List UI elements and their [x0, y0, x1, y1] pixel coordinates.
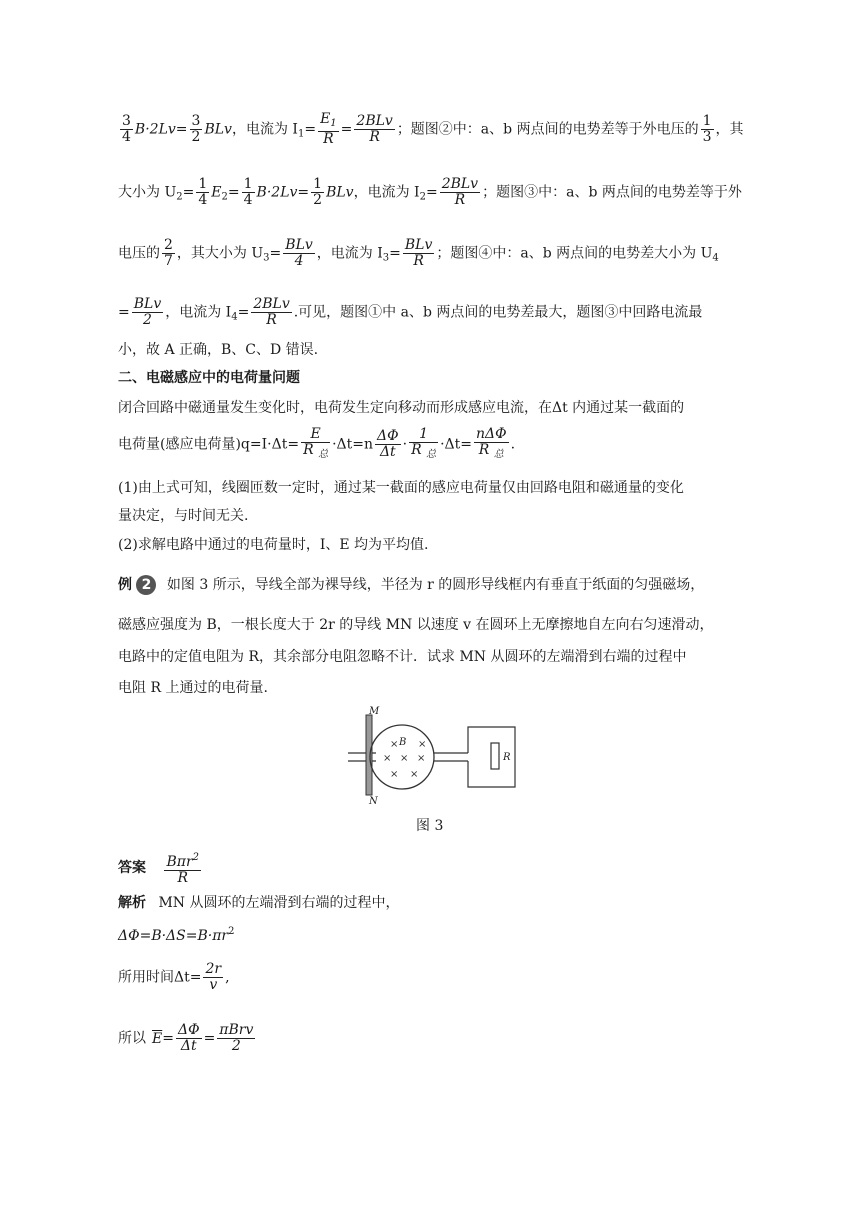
section2-formula: 电荷量(感应电荷量)q=I·Δt= $\frac{E}{R _总}$ ·Δt=n $\frac{\Delta\Phi}{\Delta t}$ · $\frac{1}{R _总}$ ·Δt= $\frac{\text{nΔΦ}}{R _总}$ . — [118, 426, 516, 460]
svg-text:×: × — [418, 739, 427, 750]
analysis-line1: 解析 MN 从圆环的左端滑到右端的过程中， — [118, 895, 400, 911]
para1-line2: 大小为 $U_2=$ $\frac{1}{4}$ $E_2=$ $\frac{1}{4}$ B·2Lv= $\frac{1}{2}$ BLv，电流为 $I_2=$ $\frac{\text{2BLv}}{R}$ ；题图③中：a、b 两点间的电势差等于外 — [118, 176, 742, 208]
analysis-line3: 所用时间Δt= $\frac{2r}{v}$ , — [118, 961, 230, 993]
note-1b: 量决定，与时间无关. — [118, 508, 249, 524]
svg-text:×: × — [390, 769, 399, 780]
example-number-badge: 2 — [136, 575, 156, 595]
label-m: M — [369, 706, 380, 717]
analysis-line2: $\Delta\Phi=B\cdot\Delta S=B\cdot\pi r^2$ — [118, 926, 235, 944]
example-line4: 电阻 R 上通过的电荷量. — [118, 680, 268, 696]
svg-text:×: × — [383, 753, 392, 764]
analysis-label: 解析 — [118, 895, 146, 911]
resistor-r — [491, 743, 499, 769]
label-n: N — [369, 796, 378, 805]
svg-text:×: × — [400, 753, 409, 764]
mn-rod — [366, 715, 372, 795]
para1-line5: 小，故 A 正确，B、C、D 错误. — [118, 342, 319, 358]
note-1: (1)由上式可知，线圈匝数一定时，通过某一截面的感应电荷量仅由回路电阻和磁通量的变化 — [118, 480, 684, 496]
para1-line3: 电压的 $\frac{2}{7}$ ，其大小为 $U_3=$ $\frac{\text{BLv}}{4}$ ，电流为 $I_3=$ $\frac{\text{BLv}}{R}$ ；题图④中：a、b 两点间的电势差大小为 $U_4$ — [118, 237, 719, 269]
para1-line1: $\frac{3}{4}$ B·2Lv= $\frac{3}{2}$ BLv，电流为 $I_1=$ $\frac{E_1}{R}$ = $\frac{\text{2BLv}}{R}$ ；题图②中：a、b 两点间的电势差等于外电压的 $\frac{1}{3}$ ，其 — [122, 111, 744, 147]
answer-line: 答案 $\frac{B\pi r^2}{R}$ — [118, 852, 200, 886]
answer-label: 答案 — [118, 860, 146, 876]
svg-text:×: × — [410, 769, 419, 780]
label-r: R — [503, 752, 511, 763]
example-line1: 例 2 如图 3 所示，导线全部为裸导线，半径为 r 的圆形导线框内有垂直于纸面的匀强磁场， — [118, 577, 705, 593]
figure-caption: 图 3 — [416, 818, 444, 834]
section2-p1: 闭合回路中磁通量发生变化时，电荷发生定向移动而形成感应电流，在Δt 内通过某一截面的 — [118, 400, 685, 416]
example-line2: 磁感应强度为 B，一根长度大于 2r 的导线 MN 以速度 v 在圆环上无摩擦地自左向右匀速滑动， — [118, 617, 714, 633]
example-line3: 电路中的定值电阻为 R，其余部分电阻忽略不计．试求 MN 从圆环的左端滑到右端的过程中 — [118, 649, 687, 665]
svg-text:×: × — [390, 739, 399, 750]
circuit-figure — [340, 705, 530, 805]
para1-line4: = $\frac{\text{BLv}}{2}$ ，电流为 $I_4=$ $\frac{\text{2BLv}}{R}$ .可见，题图①中 a、b 两点间的电势差最大，题图③中回路电流最 — [118, 296, 703, 328]
note-2: (2)求解电路中通过的电荷量时，I、E 均为平均值. — [118, 537, 429, 553]
fraction-3-4: $\frac{3}{4}$ — [122, 113, 131, 145]
label-b: B — [399, 737, 407, 748]
svg-text:×: × — [417, 753, 426, 764]
analysis-line4: 所以 $\overline{E}=$ $\frac{\Delta\Phi}{\Delta t}$ = $\frac{\text{πBrv}}{2}$ — [118, 1022, 254, 1054]
example-label: 例 — [118, 577, 132, 593]
section-title: 二、电磁感应中的电荷量问题 — [118, 370, 300, 386]
